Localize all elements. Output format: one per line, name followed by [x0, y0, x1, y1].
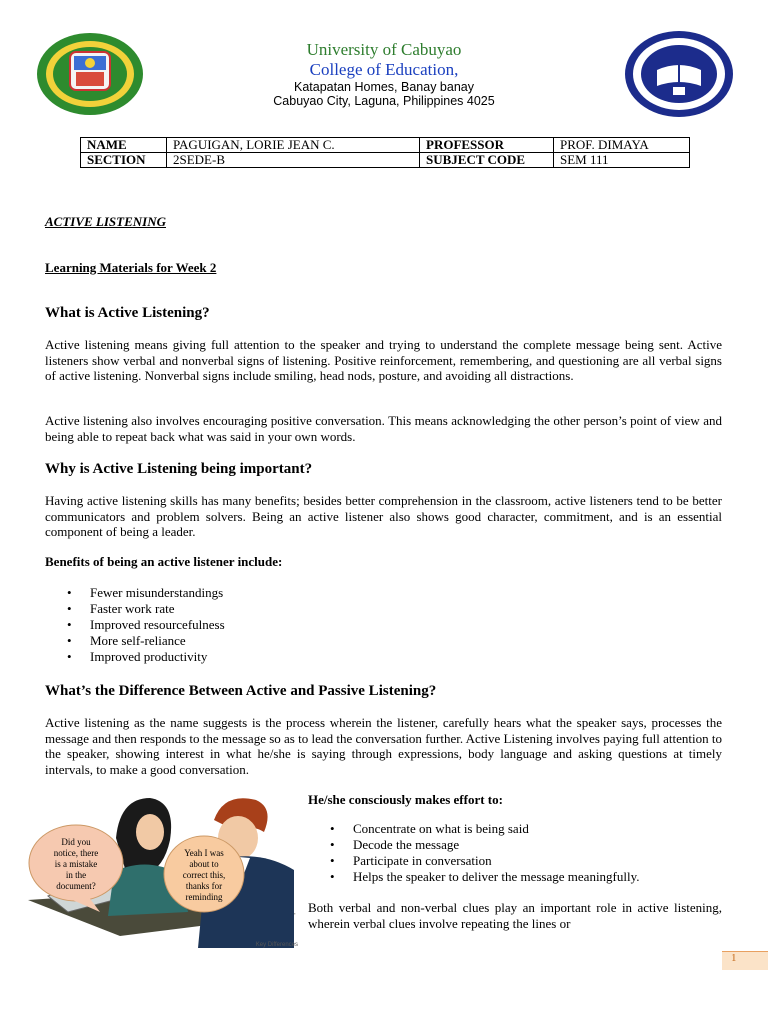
list-item: • Faster work rate [45, 601, 225, 617]
listening-illustration [28, 788, 300, 950]
bubble-left-line: is a mistake [54, 859, 98, 869]
name-value: PAGUIGAN, LORIE JEAN C. [167, 138, 420, 153]
list-item: • Improved productivity [45, 649, 225, 665]
university-seal-icon [36, 32, 144, 116]
effort-title: He/she consciously makes effort to: [308, 792, 503, 807]
subject-code-value: SEM 111 [554, 153, 690, 168]
subject-code-label: SUBJECT CODE [420, 153, 554, 168]
bubble-left-line: document? [56, 881, 96, 891]
student-info-table [80, 137, 690, 168]
benefits-title: Benefits of being an active listener include: [45, 554, 283, 569]
address-line-1: Katapatan Homes, Banay banay [294, 80, 474, 94]
page-number-box [722, 951, 768, 970]
table-row [81, 153, 690, 168]
paragraph-4: Active listening as the name suggests is the process wherein the listener, carefully hears what the speaker says, processes the message and then responds to the message so as to lead the conversation further. Active Listening involves paying full attention to the speaker, showing interest in what he/she is saying through expressions, body language and asking questions at timely intervals, to make a good conversation. [45, 715, 722, 777]
name-label: NAME [81, 138, 167, 153]
list-item: • More self-reliance [45, 633, 225, 649]
heading-what-is: What is Active Listening? [45, 305, 210, 321]
bubble-right-line: correct this, [182, 870, 226, 880]
list-item: • Improved resourcefulness [45, 617, 225, 633]
section-value: 2SEDE-B [167, 153, 420, 168]
bubble-left-line: in the [65, 870, 87, 880]
college-of-education-seal-icon [624, 30, 734, 118]
paragraph-3: Having active listening skills has many benefits; besides better comprehension in the classroom, active listeners tend to be better communicators and problem solvers. Being an active listener also shows good character, commitment, and is an essential component of being a leader. [45, 493, 722, 539]
list-item: • Fewer misunderstandings [45, 585, 225, 601]
list-item: • Concentrate on what is being said [308, 821, 640, 837]
bubble-right-line: thanks for [185, 881, 223, 891]
table-row [81, 138, 690, 153]
professor-value: PROF. DIMAYA [554, 138, 690, 153]
professor-label: PROFESSOR [420, 138, 554, 153]
paragraph-1: Active listening means giving full attention to the speaker and trying to understand the complete message being sent. Active listeners show verbal and nonverbal signs of listening. Positive reinforcement, remembering, and questioning are all verbal signs of active listening. Nonverbal signs include smiling, head nods, posture, and avoiding all distractions. [45, 337, 722, 383]
bubble-right-line: Yeah I was [184, 848, 224, 858]
document-subtitle: Learning Materials for Week 2 [45, 260, 217, 275]
college-name: College of Education, [309, 60, 459, 79]
paragraph-5: Both verbal and non-verbal clues play an important role in active listening, wherein verbal clues involve repeating the lines or [308, 900, 722, 931]
bubble-left-line: notice, there [53, 848, 99, 858]
section-label: SECTION [81, 153, 167, 168]
list-item: • Decode the message [308, 837, 640, 853]
heading-difference: What’s the Difference Between Active and Passive Listening? [45, 683, 437, 699]
university-name: University of Cabuyao [306, 40, 462, 59]
image-credit: Key Differences [255, 942, 298, 948]
paragraph-2: Active listening also involves encouraging positive conversation. This means acknowledging the other person’s point of view and being able to repeat back what was said in your own words. [45, 413, 722, 444]
list-item: • Participate in conversation [308, 853, 640, 869]
effort-list [308, 821, 640, 885]
list-item: • Helps the speaker to deliver the message meaningfully. [308, 869, 640, 885]
bubble-left-line: Did you [61, 837, 91, 847]
bubble-right-line: reminding [185, 892, 223, 902]
page-number: 1 [731, 952, 737, 964]
document-title: ACTIVE LISTENING [45, 214, 166, 229]
heading-why-important: Why is Active Listening being important? [45, 461, 313, 477]
address-line-2: Cabuyao City, Laguna, Philippines 4025 [273, 94, 495, 108]
bubble-right-line: about to [189, 859, 219, 869]
benefits-list [45, 585, 225, 665]
